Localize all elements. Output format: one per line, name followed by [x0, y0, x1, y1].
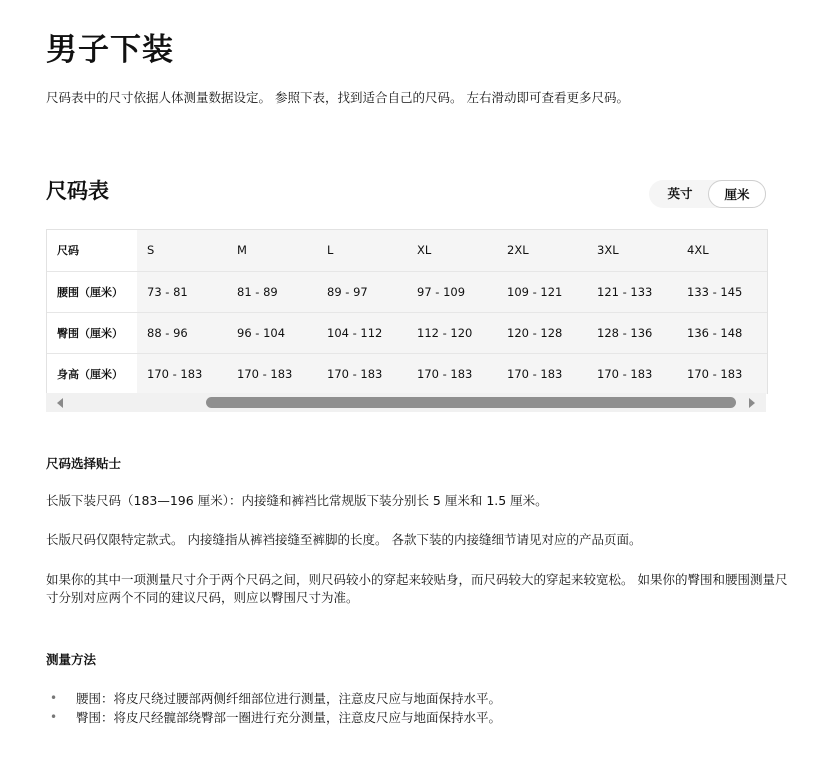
intro-text: 尺码表中的尺寸依据人体测量数据设定。 参照下表，找到适合自己的尺码。 左右滑动即可查看更多尺码。: [46, 90, 629, 105]
table-cell: 81 - 89: [227, 271, 317, 312]
scroll-right-arrow-icon[interactable]: [749, 398, 755, 408]
size-column-header: L: [317, 230, 407, 271]
tip-paragraph: 长版尺码仅限特定款式。 内接缝指从裤裆接缝至裤脚的长度。 各款下装的内接缝细节请见对应的产品页面。: [46, 532, 642, 547]
size-table: [47, 230, 767, 394]
table-cell: 170 - 183: [317, 353, 407, 394]
tips-heading: 尺码选择贴士: [46, 456, 122, 471]
table-cell: 133 - 145: [677, 271, 767, 312]
size-column-header: S: [137, 230, 227, 271]
row-label-hip: 臀围（厘米）: [47, 312, 137, 353]
size-column-header: M: [227, 230, 317, 271]
size-column-header: 2XL: [497, 230, 587, 271]
size-header-label: 尺码: [47, 230, 137, 271]
bullet-icon: •: [50, 710, 58, 724]
row-label-height: 身高（厘米）: [47, 353, 137, 394]
measure-heading: 测量方法: [46, 652, 97, 667]
table-cell: 170 - 183: [137, 353, 227, 394]
table-cell: 97 - 109: [407, 271, 497, 312]
table-cell: 128 - 136: [587, 312, 677, 353]
table-row: [47, 271, 767, 312]
size-table-scroll-area[interactable]: [46, 229, 768, 394]
table-cell: 170 - 183: [587, 353, 677, 394]
page-title: 男子下装: [46, 32, 174, 68]
table-cell: 170 - 183: [407, 353, 497, 394]
table-cell: 89 - 97: [317, 271, 407, 312]
table-cell: 170 - 183: [677, 353, 767, 394]
table-header-row: [47, 230, 767, 271]
table-cell: 120 - 128: [497, 312, 587, 353]
table-cell: 104 - 112: [317, 312, 407, 353]
unit-inch-button[interactable]: 英寸: [667, 186, 693, 201]
table-cell: 136 - 148: [677, 312, 767, 353]
row-label-waist: 腰围（厘米）: [47, 271, 137, 312]
measure-item-hip: 臀围：将皮尺经髋部绕臀部一圈进行充分测量，注意皮尺应与地面保持水平。: [76, 710, 502, 725]
table-cell: 112 - 120: [407, 312, 497, 353]
table-row: [47, 312, 767, 353]
size-column-header: 3XL: [587, 230, 677, 271]
unit-cm-button[interactable]: 厘米: [708, 180, 766, 208]
table-cell: 121 - 133: [587, 271, 677, 312]
list-item: [46, 708, 501, 727]
size-column-header: 4XL: [677, 230, 767, 271]
tip-paragraph: 如果你的其中一项测量尺寸介于两个尺码之间，则尺码较小的穿起来较贴身，而尺码较大的穿起来较宽松。 如果你的臀围和腰围测量尺寸分别对应两个不同的建议尺码，则应以臀围尺寸为准。: [46, 572, 788, 605]
scrollbar-thumb[interactable]: [206, 397, 736, 408]
size-chart-title: 尺码表: [46, 179, 109, 203]
unit-toggle: [649, 180, 766, 208]
table-cell: 170 - 183: [497, 353, 587, 394]
horizontal-scrollbar[interactable]: [46, 393, 766, 412]
size-column-header: XL: [407, 230, 497, 271]
measure-item-waist: 腰围：将皮尺绕过腰部两侧纤细部位进行测量，注意皮尺应与地面保持水平。: [76, 691, 502, 706]
table-cell: 109 - 121: [497, 271, 587, 312]
table-cell: 96 - 104: [227, 312, 317, 353]
scroll-left-arrow-icon[interactable]: [57, 398, 63, 408]
table-cell: 73 - 81: [137, 271, 227, 312]
table-cell: 170 - 183: [227, 353, 317, 394]
measure-list: [46, 689, 501, 727]
tip-paragraph: 长版下装尺码（183—196 厘米）：内接缝和裤裆比常规版下装分别长 5 厘米和 1.5 厘米。: [46, 493, 548, 508]
table-cell: 88 - 96: [137, 312, 227, 353]
list-item: [46, 689, 501, 708]
bullet-icon: •: [50, 691, 58, 705]
table-row: [47, 353, 767, 394]
